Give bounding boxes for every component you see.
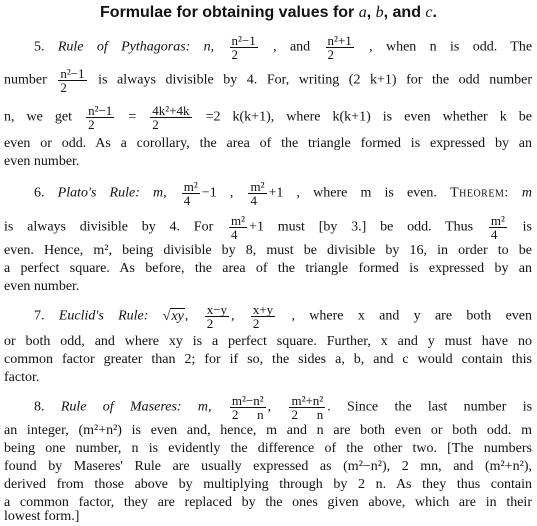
item-5-fraction-5 — [150, 104, 191, 131]
item-6-fraction-2 — [248, 180, 266, 207]
item-7-fraction-2 — [251, 303, 275, 330]
item-6-line-2-b: +1 must [by 3.] be odd. Thus — [249, 219, 474, 235]
page-title — [0, 3, 537, 23]
item-6-fraction-4 — [489, 214, 507, 241]
item-6-number: 6. — [34, 185, 45, 201]
item-5-fraction-4 — [86, 104, 114, 131]
item-7-line-1 — [34, 303, 532, 330]
item-8-number: 8. — [34, 399, 45, 415]
item-8-text-1: m, — [197, 399, 212, 415]
item-6-line-2 — [4, 214, 532, 241]
item-5-line-3 — [4, 104, 532, 131]
fraction-numerator: n²−1 — [231, 33, 256, 48]
item-5-rule-name: Rule of Pythagoras: — [57, 39, 191, 55]
fraction-denominator: 2 — [88, 117, 95, 132]
fraction-numerator: m² — [183, 179, 198, 194]
item-5-number: 5. — [34, 39, 45, 55]
item-5-fraction-3 — [58, 67, 86, 94]
item-8-fraction-2 — [289, 394, 325, 421]
fraction-numerator: m²+n² — [291, 393, 324, 408]
item-6-text-2: −1 , — [201, 185, 234, 201]
title-suffix: . — [432, 4, 437, 21]
fraction-denominator: 4 — [250, 193, 257, 208]
fraction-denominator: 4 — [490, 227, 498, 242]
item-7-line-3: common factor greater than 2; for if so, the sides a, b, and c would contain this — [4, 352, 532, 367]
fraction-numerator: n²+1 — [327, 33, 352, 48]
item-7-text-1: , — [184, 308, 189, 324]
title-var-b: b — [375, 4, 384, 21]
item-8-text-3: . Since the last number is — [327, 399, 533, 415]
fraction-denominator: 4 — [231, 227, 238, 242]
item-5-text-2: , and — [273, 39, 311, 55]
fraction-numerator: n²−1 — [88, 103, 113, 118]
item-5-line-3-c: =2 k(k+1), where k(k+1) is even whether k be — [205, 109, 533, 125]
item-6-line-3: even. Hence, m², being divisible by 8, must be divisible by 16, in order to be — [4, 243, 532, 258]
item-5-line-3-b: = — [128, 109, 137, 125]
item-7-line-2: or both odd, and where xy is a perfect square. Further, x and y must have no — [4, 334, 532, 349]
fraction-denominator: 2 — [231, 47, 239, 62]
item-8-line-3: being one number, n is evidently the difference of the other two. [The numbers — [4, 441, 532, 456]
item-6-theorem-label: Theorem: — [450, 185, 509, 201]
item-6-text-4: m — [521, 185, 533, 201]
fraction-numerator: x−y — [206, 302, 228, 317]
fraction-numerator: m² — [231, 213, 246, 228]
item-5-text-1: n, — [203, 39, 215, 55]
fraction-denominator: 2 — [327, 47, 335, 62]
item-6-rule-name: Plato's Rule: — [57, 185, 140, 201]
item-6-line-5: even number. — [4, 279, 80, 294]
item-6-line-1 — [34, 180, 532, 207]
item-5-line-5: even number. — [4, 154, 80, 169]
item-5-text-3: , when n is odd. The — [369, 39, 533, 55]
title-var-c: c — [425, 4, 433, 21]
item-5-fraction-2 — [326, 34, 354, 61]
item-6-line-4: a perfect square. As before, the area of the triangle formed is expressed by an — [4, 261, 532, 276]
fraction-numerator: 4k²+4k — [152, 103, 190, 118]
item-7-text-2: , — [231, 308, 235, 324]
item-7-number: 7. — [34, 308, 45, 324]
item-6-fraction-3 — [229, 214, 247, 241]
item-8-line-5: derived from those above by multiplying through by 2 n. As they thus contain — [4, 477, 532, 492]
fraction-numerator: m² — [250, 179, 265, 194]
fraction-numerator: m²−n² — [231, 393, 264, 408]
fraction-denominator: 2 n — [231, 407, 264, 422]
item-7-line-4: factor. — [4, 370, 40, 385]
title-sep-1: , — [366, 4, 372, 21]
item-8-line-4: found by Maseres' Rule are usually expressed as (m²−n²), 2 mn, and (m²+n²), — [4, 459, 532, 474]
item-5-line-2-a: number — [4, 72, 47, 88]
title-var-a: a — [358, 4, 367, 21]
item-7-fraction-1 — [205, 303, 229, 330]
fraction-numerator: n²−1 — [60, 66, 85, 81]
fraction-denominator: 4 — [183, 193, 191, 208]
item-8-line-6: a common factor, they are replaced by the ones given above, which are in their — [4, 495, 532, 510]
fraction-denominator: 2 — [252, 316, 260, 331]
square-root-argument: xy — [171, 308, 184, 324]
title-prefix: Formulae for obtaining values for — [100, 4, 355, 21]
item-6-line-2-a: is always divisible by 4. For — [4, 219, 214, 235]
item-8-rule-name: Rule of Maseres: — [60, 399, 182, 415]
item-5-fraction-1 — [230, 34, 258, 61]
title-sep-2: , and — [383, 4, 421, 21]
item-8-text-2: , — [267, 399, 272, 415]
item-7-square-root — [163, 308, 185, 326]
fraction-denominator: 2 — [206, 316, 214, 331]
fraction-denominator: 2 n — [291, 407, 324, 422]
item-7-rule-name: Euclid's Rule: — [58, 308, 149, 324]
fraction-denominator: 2 — [60, 80, 67, 95]
item-6-fraction-1 — [182, 180, 200, 207]
fraction-numerator: m² — [490, 213, 505, 228]
item-8-fraction-1 — [230, 394, 266, 421]
item-8-line-1 — [34, 394, 532, 421]
item-5-line-2-b: is always divisible by 4. For, writing (2 k+1) for the odd number — [98, 72, 532, 88]
fraction-denominator: 2 — [152, 117, 159, 132]
item-5-line-2 — [4, 67, 532, 94]
item-6-text-3: +1 , where m is even. — [268, 185, 437, 201]
item-8-line-2: an integer, (m²+n²) is even and, hence, m and n are both even or both odd. m — [4, 423, 532, 438]
fraction-numerator: x+y — [252, 302, 274, 317]
item-6-text-1: m, — [153, 185, 167, 201]
item-6-line-2-c: is — [522, 219, 533, 235]
square-root-sign: √ — [162, 308, 171, 324]
item-7-text-3: , where x and y are both even — [291, 308, 533, 324]
item-8-line-7: lowest form.] — [4, 509, 80, 524]
item-5-line-1 — [34, 34, 532, 61]
item-5-line-3-a: n, we get — [4, 109, 73, 125]
item-5-line-4: even or odd. As a corollary, the area of the triangle formed is expressed by an — [4, 136, 532, 151]
